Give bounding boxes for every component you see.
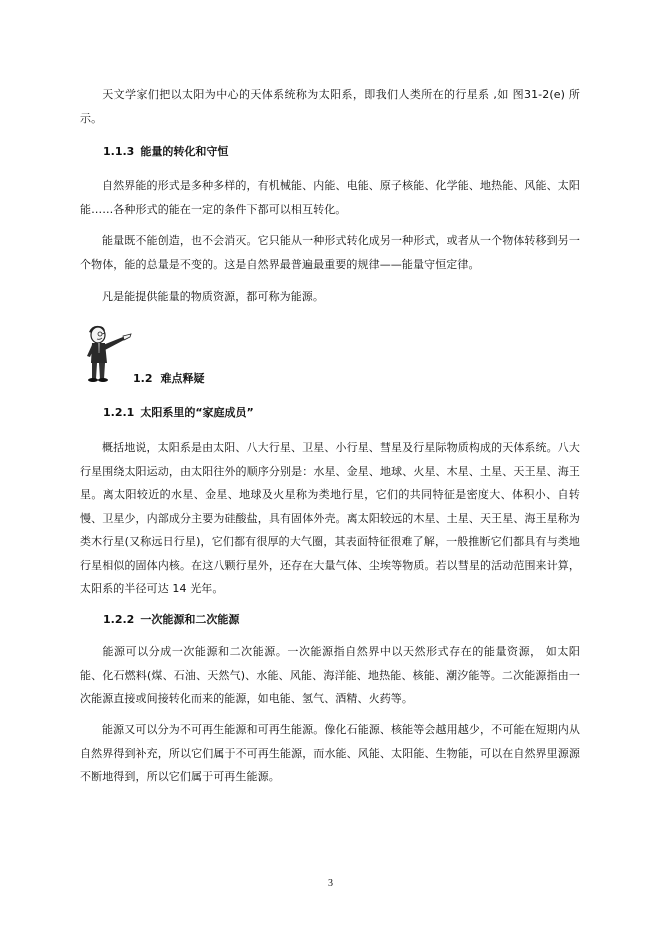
paragraph-text: 能源可以分成一次能源和二次能源。一次能源指自然界中以天然形式存在的能量资源， 如太阳能、化石燃料(煤、石油、天然气)、水能、风能、海洋能、地热能、核能、潮汐能等。二次能源指由一次能源直接或间接转化而来的能源，如电能、氢气、酒精、火药等。 bbox=[80, 645, 580, 705]
section-title: 一次能源和二次能源 bbox=[140, 613, 240, 626]
paragraph-text: 能量既不能创造，也不会消灭。它只能从一种形式转化成另一种形式，或者从一个物体转移到另一个物体，能的总量是不变的。这是自然界最普遍最重要的规律——能量守恒定律。 bbox=[80, 234, 580, 271]
section-heading-1-2-1 bbox=[103, 405, 254, 421]
intro-paragraph bbox=[80, 83, 580, 130]
paragraph-energy-conservation bbox=[80, 229, 580, 276]
section-heading-1-2 bbox=[133, 371, 205, 387]
paragraph-text: 能源又可以分为不可再生能源和可再生能源。像化石能源、核能等会越用越少，不可能在短期内从自然界得到补充，所以它们属于不可再生能源，而水能、风能、太阳能、生物能，可以在自然界里源源不断地得到，所以它们属于可再生能源。 bbox=[80, 723, 580, 783]
page-number: 3 bbox=[328, 878, 333, 889]
section-number: 1.1.3 bbox=[103, 145, 135, 158]
paragraph-primary-secondary-energy bbox=[80, 640, 580, 711]
section-number: 1.2.1 bbox=[103, 406, 135, 419]
paragraph-energy-forms bbox=[80, 174, 580, 221]
section-number: 1.2.2 bbox=[103, 613, 135, 626]
paragraph-solar-system-members bbox=[80, 436, 580, 601]
pointing-man-icon bbox=[83, 323, 133, 383]
section-heading-1-1-3 bbox=[103, 144, 228, 160]
paragraph-text: 凡是能提供能量的物质资源，都可称为能源。 bbox=[102, 290, 324, 303]
section-title: 太阳系里的“家庭成员” bbox=[140, 406, 254, 419]
section-title: 能量的转化和守恒 bbox=[140, 145, 229, 158]
section-number: 1.2 bbox=[133, 372, 153, 385]
paragraph-renewable-energy bbox=[80, 718, 580, 789]
paragraph-energy-source-definition bbox=[80, 285, 580, 309]
paragraph-text: 自然界能的形式是多种多样的，有机械能、内能、电能、原子核能、化学能、地热能、风能、太阳能……各种形式的能在一定的条件下都可以相互转化。 bbox=[80, 179, 580, 216]
paragraph-text: 概括地说，太阳系是由太阳、八大行星、卫星、小行星、彗星及行星际物质构成的天体系统。八大行星围绕太阳运动，由太阳往外的顺序分别是：水星、金星、地球、火星、木星、土星、天王星、海王星。离太阳较近的水星、金星、地球及火星称为类地行星，它们的共同特征是密度大、体积小、自转慢、卫星少，内部成分主要为硅酸盐，具有固体外壳。离太阳较远的木星、土星、天王星、海王星称为类木行星(又称远日行星)，它们都有很厚的大气圈，其表面特征很难了解，一般推断它们都具有与类地行星相似的固体内核。在这八颗行星外，还存在大量气体、尘埃等物质。若以彗星的活动范围来计算，太阳系的半径可达 14 光年。 bbox=[80, 441, 580, 595]
intro-text: 天文学家们把以太阳为中心的天体系统称为太阳系，即我们人类所在的行星系 ,如 图31-2(e) 所示。 bbox=[80, 88, 580, 125]
section-title: 难点释疑 bbox=[160, 372, 205, 385]
section-heading-1-2-2 bbox=[103, 612, 239, 628]
